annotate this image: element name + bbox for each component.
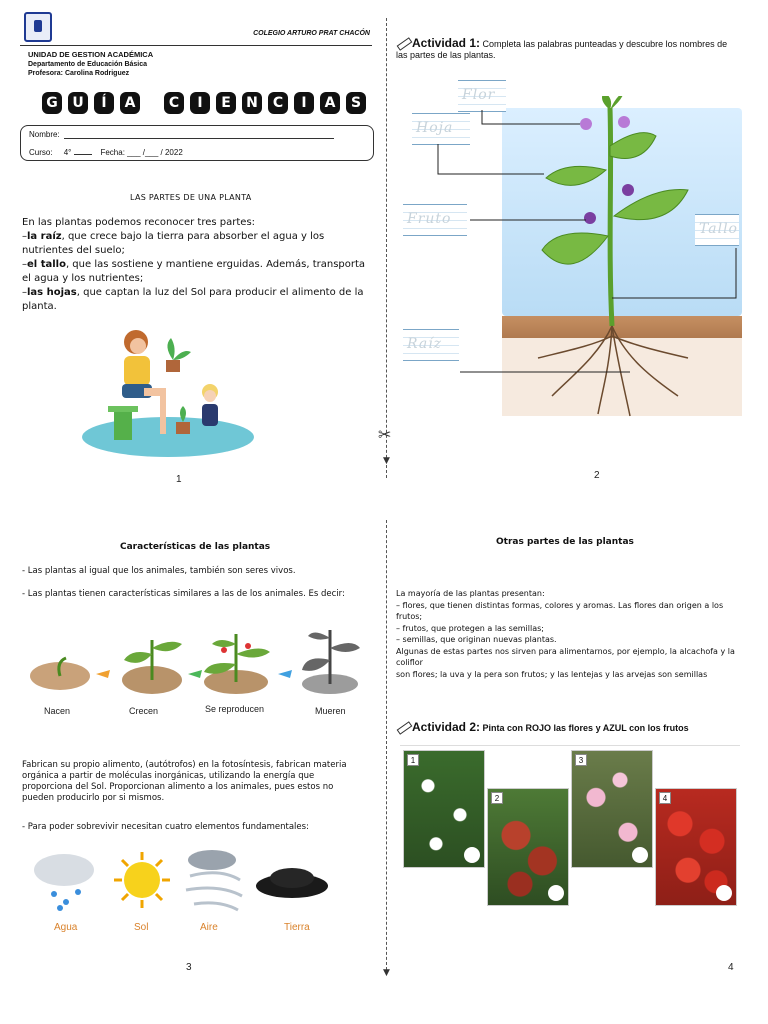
- page-number: 1: [176, 474, 182, 485]
- part-name: las hojas: [27, 287, 77, 298]
- pencil-icon: [396, 720, 410, 732]
- activity-2-instructions: [396, 720, 741, 734]
- teacher-child-illustration: [78, 322, 258, 462]
- photo-pink-flowers[interactable]: [571, 750, 653, 868]
- plant-lifecycle-illustration: [26, 624, 366, 702]
- activity-text: Completa las palabras punteadas y descubre los nombres de las partes de las plantas.: [396, 39, 728, 60]
- course-date-row: [29, 148, 183, 157]
- unit-name: UNIDAD DE GESTION ACADÉMICA: [28, 50, 154, 59]
- text-line: – frutos, que protegen a las semillas;: [396, 623, 544, 633]
- title-letter: U: [68, 92, 88, 114]
- arrow-down-icon: ▼: [383, 968, 390, 978]
- photo-daisies[interactable]: [403, 750, 485, 868]
- name-field[interactable]: [64, 138, 334, 139]
- arrow-down-icon: ▼: [383, 456, 390, 466]
- title-letter: C: [268, 92, 288, 114]
- element-air: Aire: [200, 922, 218, 933]
- text-line: – flores, que tienen distintas formas, colores y aromas. Las flores dan origen a los frutos;: [396, 600, 724, 621]
- element-soil: Tierra: [284, 922, 310, 933]
- photo-strawberries[interactable]: [655, 788, 737, 906]
- course-field[interactable]: [74, 154, 92, 155]
- page-number: 3: [186, 962, 192, 973]
- activity-text: Pinta con ROJO las flores y AZUL con los frutos: [482, 723, 689, 733]
- course-value: 4°: [63, 148, 72, 157]
- date-label: Fecha:: [100, 148, 125, 157]
- parts-description: [22, 216, 367, 314]
- stage-grow: Crecen: [129, 706, 159, 716]
- student-form: [20, 125, 374, 161]
- part-text: , que crece bajo la tierra para absorber el agua y los nutrientes del suelo;: [22, 231, 325, 256]
- part-text: , que captan la luz del Sol para producir el alimento de la planta.: [22, 287, 364, 312]
- page-number: 4: [728, 962, 734, 973]
- scissors-icon: ✂: [378, 425, 392, 444]
- paragraph-photosynthesis: Fabrican su propio alimento, (autótrofos) en la fotosíntesis, fabrican materia orgánica a partir de moléculas inorgánicas, utilizando la energía que proporciona del Sol. Proporcionan alimento a los animales, pues estos no pueden producirlo por si mismos.: [22, 760, 347, 803]
- photo-number: 2: [491, 792, 503, 804]
- text-line: – semillas, que originan nuevas plantas.: [396, 635, 557, 644]
- color-circle[interactable]: [632, 847, 648, 863]
- color-circle[interactable]: [716, 885, 732, 901]
- activity-label: Actividad 1:: [412, 36, 481, 50]
- part-text: , que las sostiene y mantiene erguidas. Además, transporta el agua y los nutrientes;: [22, 259, 366, 284]
- page-title: [42, 92, 366, 114]
- fold-line-top: [386, 18, 387, 478]
- section-title: Características de las plantas: [120, 542, 271, 552]
- title-letter: I: [190, 92, 210, 114]
- activity-rule: [400, 745, 740, 746]
- color-circle[interactable]: [464, 847, 480, 863]
- fold-line-bottom: [386, 520, 387, 975]
- title-letter: C: [164, 92, 184, 114]
- trace-word: Hoja: [416, 120, 454, 136]
- photo-apples[interactable]: [487, 788, 569, 906]
- title-letter: Í: [94, 92, 114, 114]
- date-field[interactable]: ___ /___ / 2022: [127, 148, 183, 157]
- trace-word: Fruto: [407, 211, 452, 227]
- school-crest-icon: [24, 12, 52, 42]
- part-name: el tallo: [27, 259, 66, 270]
- page-number: 2: [594, 470, 600, 481]
- name-row: [29, 130, 334, 139]
- text-line: son flores; la uva y la pera son frutos; y las lentejas y las arvejas son semillas: [396, 669, 708, 679]
- title-letter: N: [242, 92, 262, 114]
- pencil-icon: [396, 36, 410, 48]
- school-name: COLEGIO ARTURO PRAT CHACÓN: [253, 30, 370, 37]
- header-rule: [20, 45, 372, 46]
- part-name: la raíz: [27, 231, 62, 242]
- other-parts-text: [396, 588, 741, 680]
- part-leaves: –las hojas, que captan la luz del Sol para producir el alimento de la planta.: [22, 287, 364, 312]
- trace-word: Raíz: [407, 336, 443, 352]
- stage-reproduce: Se reproducen: [205, 704, 265, 714]
- color-circle[interactable]: [548, 885, 564, 901]
- title-letter: I: [294, 92, 314, 114]
- element-water: Agua: [54, 922, 78, 933]
- name-label: Nombre:: [29, 130, 60, 139]
- intro-text: En las plantas podemos reconocer tres partes:: [22, 217, 256, 228]
- stage-born: Nacen: [44, 706, 71, 716]
- section-title: Otras partes de las plantas: [496, 537, 634, 547]
- photo-number: 3: [575, 754, 587, 766]
- title-letter: E: [216, 92, 236, 114]
- paragraph-similarities: - Las plantas tienen características similares a las de los animales. Es decir:: [22, 589, 345, 599]
- header-info: [28, 50, 153, 79]
- title-letter: A: [120, 92, 140, 114]
- element-sun: Sol: [134, 922, 149, 933]
- text-line: La mayoría de las plantas presentan:: [396, 589, 545, 598]
- trace-word: Tallo: [699, 221, 738, 237]
- trace-word: Flor: [462, 87, 496, 103]
- elements-illustration: [30, 846, 340, 922]
- part-root: –la raíz, que crece bajo la tierra para absorber el agua y los nutrientes del suelo;: [22, 231, 325, 256]
- teacher-name: Profesora: Carolina Rodriguez: [28, 70, 130, 77]
- pointer-lines: [400, 80, 745, 380]
- title-letter: G: [42, 92, 62, 114]
- section-title: LAS PARTES DE UNA PLANTA: [130, 193, 252, 202]
- title-gap: [146, 92, 158, 114]
- activity-1-instructions: [396, 36, 741, 61]
- photo-number: 4: [659, 792, 671, 804]
- stage-die: Mueren: [315, 706, 346, 716]
- department-name: Departamento de Educación Básica: [28, 60, 148, 68]
- paragraph-living-beings: - Las plantas al igual que los animales, también son seres vivos.: [22, 566, 296, 576]
- title-letter: A: [320, 92, 340, 114]
- course-label: Curso:: [29, 148, 53, 157]
- text-line: Algunas de estas partes nos sirven para alimentarnos, por ejemplo, la alcachofa y la coliflor: [396, 646, 735, 667]
- photo-number: 1: [407, 754, 419, 766]
- title-letter: S: [346, 92, 366, 114]
- paragraph-elements: - Para poder sobrevivir necesitan cuatro elementos fundamentales:: [22, 822, 309, 832]
- activity-label: Actividad 2:: [412, 720, 481, 734]
- part-stem: –el tallo, que las sostiene y mantiene erguidas. Además, transporta el agua y los nutrientes;: [22, 259, 366, 284]
